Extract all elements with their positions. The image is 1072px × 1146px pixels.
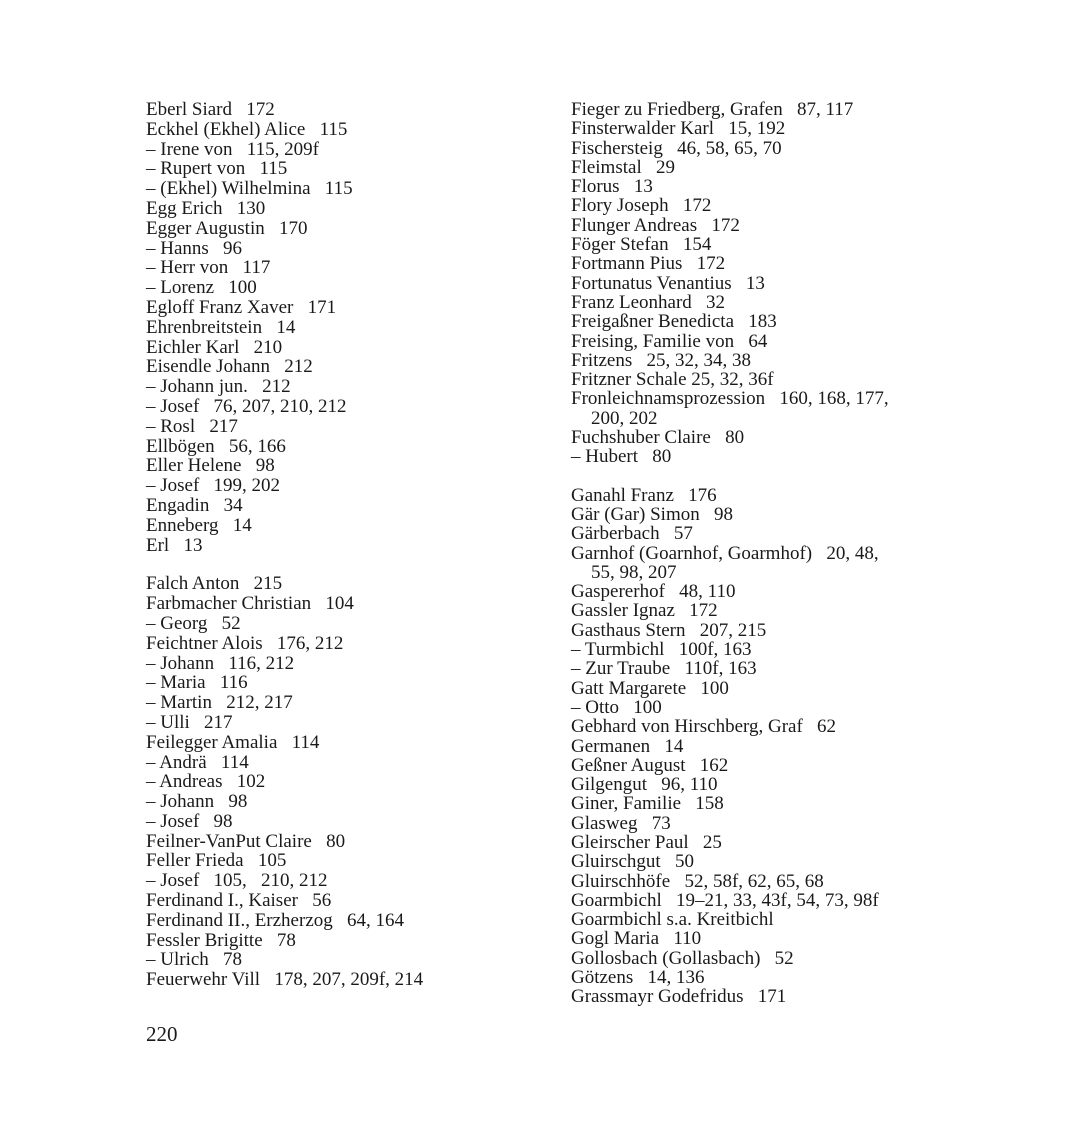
index-entry: – Josef 199, 202	[146, 475, 281, 497]
index-entry: Fortunatus Venantius 13	[571, 272, 765, 294]
index-entry-continuation: 200, 202	[591, 407, 658, 429]
index-entry: – Johann jun. 212	[146, 376, 291, 398]
index-entry: Geßner August 162	[571, 754, 729, 776]
index-entry: – Zur Traube 110f, 163	[571, 658, 757, 680]
index-entry: Egg Erich 130	[146, 197, 266, 219]
index-entry: Glasweg 73	[571, 812, 671, 834]
index-entry: Fritzner Schale 25, 32, 36f	[571, 369, 774, 391]
index-entry: – Josef 98	[146, 810, 233, 832]
index-entry: – Ulli 217	[146, 711, 233, 733]
index-entry: Gär (Gar) Simon 98	[571, 503, 733, 525]
index-entry: Gassler Ignaz 172	[571, 600, 718, 622]
index-entry: Fleimstal 29	[571, 156, 675, 178]
index-entry: – Herr von 117	[146, 257, 271, 279]
index-entry: – Ulrich 78	[146, 949, 243, 971]
index-entry: – Maria 116	[146, 672, 248, 694]
index-entry-continuation: 55, 98, 207	[591, 561, 677, 583]
index-entry: – Andreas 102	[146, 771, 266, 793]
index-entry: Ferdinand II., Erzherzog 64, 164	[146, 909, 405, 931]
index-entry: Fuchshuber Claire 80	[571, 427, 745, 449]
index-entry: Eisendle Johann 212	[146, 356, 313, 378]
index-entry: Gatt Margarete 100	[571, 677, 729, 699]
index-entry: Eberl Siard 172	[146, 99, 275, 120]
index-entry: Egger Augustin 170	[146, 217, 308, 239]
index-entry: Gasthaus Stern 207, 215	[571, 619, 767, 641]
index-entry: Gollosbach (Gollasbach) 52	[571, 947, 794, 969]
index-entry: Florus 13	[571, 176, 653, 198]
index-entry: – Rosl 217	[146, 415, 238, 437]
index-entry: Falch Anton 215	[146, 573, 283, 595]
index-entry: – Josef 76, 207, 210, 212	[146, 395, 347, 417]
index-entry: Eichler Karl 210	[146, 336, 283, 358]
index-entry: – Martin 212, 217	[146, 692, 293, 714]
index-column-right	[571, 100, 951, 1007]
index-entry: Gleirscher Paul 25	[571, 831, 722, 853]
index-entry: Enneberg 14	[146, 514, 252, 536]
index-entry: Erl 13	[146, 534, 203, 556]
index-entry: Ehrenbreitstein 14	[146, 316, 296, 338]
index-entry: – (Ekhel) Wilhelmina 115	[146, 178, 353, 200]
index-entry: – Johann 116, 212	[146, 652, 295, 674]
index-entry: Flunger Andreas 172	[571, 214, 740, 236]
index-entry: Gluirschhöfe 52, 58f, 62, 65, 68	[571, 870, 824, 892]
index-entry: – Otto 100	[571, 696, 662, 718]
index-entry: Götzens 14, 136	[571, 967, 705, 989]
index-entry: Franz Leonhard 32	[571, 291, 726, 313]
index-entry: – Andrä 114	[146, 751, 249, 773]
index-entry: Garnhof (Goarnhof, Goarmhof) 20, 48,	[571, 542, 879, 564]
index-entry: – Hubert 80	[571, 446, 672, 468]
index-entry: Giner, Familie 158	[571, 793, 724, 815]
index-entry: Föger Stefan 154	[571, 234, 712, 256]
index-entry: – Josef 105, 210, 212	[146, 870, 328, 892]
index-entry: – Rupert von 115	[146, 158, 288, 180]
index-entry: Egloff Franz Xaver 171	[146, 296, 337, 318]
index-column-left	[146, 100, 546, 990]
index-entry: Gluirschgut 50	[571, 851, 694, 873]
index-entry: Freigaßner Benedicta 183	[571, 311, 777, 333]
letter-group-gap	[571, 467, 951, 486]
index-entry: Fortmann Pius 172	[571, 253, 726, 275]
index-entry: Eller Helene 98	[146, 455, 275, 477]
index-entry: – Georg 52	[146, 612, 241, 634]
index-entry: Finsterwalder Karl 15, 192	[571, 118, 786, 140]
index-entry: Farbmacher Christian 104	[146, 593, 354, 615]
index-entry: Freising, Familie von 64	[571, 330, 768, 352]
index-entry: Grassmayr Godefridus 171	[571, 986, 787, 1008]
index-entry: Fessler Brigitte 78	[146, 929, 296, 951]
index-entry: Germanen 14	[571, 735, 684, 757]
page-number: 220	[146, 1022, 178, 1046]
index-entry: Gilgengut 96, 110	[571, 774, 718, 796]
index-entry: Gebhard von Hirschberg, Graf 62	[571, 716, 837, 738]
index-entry: Goarmbichl s.a. Kreitbichl	[571, 909, 774, 931]
index-entry: – Hanns 96	[146, 237, 243, 259]
letter-group-gap	[146, 555, 546, 574]
index-entry: – Johann 98	[146, 791, 248, 813]
index-entry: Feilegger Amalia 114	[146, 731, 320, 753]
index-entry: Feuerwehr Vill 178, 207, 209f, 214	[146, 969, 424, 991]
index-entry: Fritzens 25, 32, 34, 38	[571, 349, 751, 371]
index-entry: Goarmbichl 19–21, 33, 43f, 54, 73, 98f	[571, 889, 879, 911]
index-entry: Fronleichnamsprozession 160, 168, 177,	[571, 388, 889, 410]
index-entry: Gogl Maria 110	[571, 928, 702, 950]
index-entry: Ellbögen 56, 166	[146, 435, 286, 457]
index-entry: Fischersteig 46, 58, 65, 70	[571, 137, 782, 159]
index-entry: Feilner-VanPut Claire 80	[146, 830, 346, 852]
index-entry: Ganahl Franz 176	[571, 484, 717, 506]
index-entry: Eckhel (Ekhel) Alice 115	[146, 118, 348, 140]
index-entry: Feller Frieda 105	[146, 850, 287, 872]
index-entry: Fieger zu Friedberg, Grafen 87, 117	[571, 99, 854, 120]
index-entry: Ferdinand I., Kaiser 56	[146, 890, 332, 912]
index-entry: Gaspererhof 48, 110	[571, 581, 736, 603]
index-entry: – Lorenz 100	[146, 277, 257, 299]
index-entry: – Irene von 115, 209f	[146, 138, 319, 160]
index-entry: Flory Joseph 172	[571, 195, 712, 217]
index-entry: Feichtner Alois 176, 212	[146, 632, 344, 654]
index-entry: Gärberbach 57	[571, 523, 693, 545]
index-entry: – Turmbichl 100f, 163	[571, 639, 752, 661]
index-entry: Engadin 34	[146, 494, 243, 516]
